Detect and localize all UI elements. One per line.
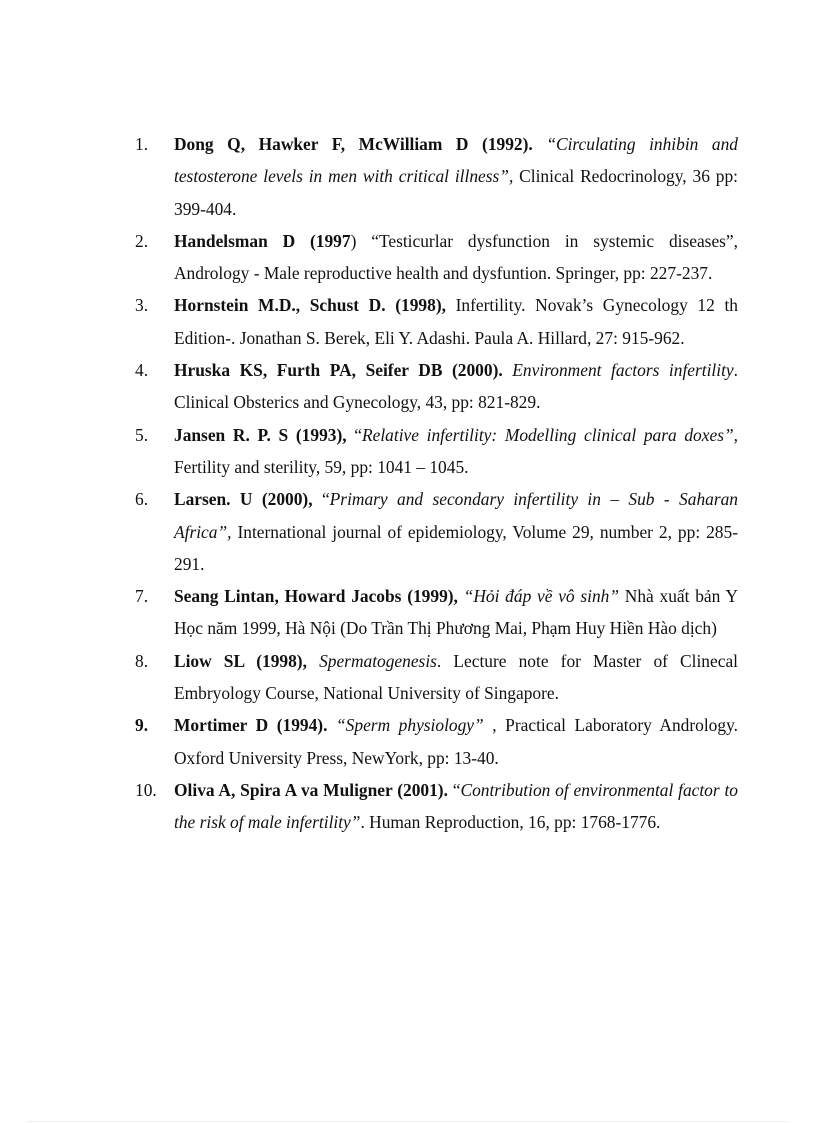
reference-item [135, 128, 738, 225]
reference-source: Nhà xuất bản Y Học năm 1999, Hà Nội (Do Trần Thị Phương Mai, Phạm Huy Hiền Hào dịch) [174, 586, 738, 639]
reference-item [135, 709, 738, 774]
reference-title: “Circulating inhibin and testosterone levels in men with critical illness” [174, 134, 738, 187]
reference-number: 8. [135, 650, 149, 671]
reference-item [135, 419, 738, 484]
reference-number: 3. [135, 295, 149, 316]
reference-item [135, 225, 738, 290]
reference-item [135, 354, 738, 419]
reference-authors: Liow SL (1998), [174, 650, 307, 671]
reference-source: . Clinical Obsterics and Gynecology, 43, pp: 821-829. [174, 360, 739, 413]
reference-source: . Lecture note for Master of Clinecal Embryology Course, National University of Singapore. [174, 650, 738, 704]
reference-authors: Mortimer D (1994). [174, 715, 328, 736]
reference-authors: Handelsman D (1997 [174, 230, 351, 251]
reference-text: “ [312, 489, 330, 510]
reference-text: Infertility. Novak’s Gynecology 12 th Edition-. Jonathan S. Berek, Eli Y. Adashi. Paula A. Hillard, 27: 915-962. [174, 295, 739, 348]
reference-title: Contribution of environmental factor to the risk of male infertility” [174, 779, 738, 833]
reference-title: “Sperm physiology” [336, 715, 484, 736]
reference-item [135, 774, 738, 839]
reference-text: “ [346, 424, 362, 445]
reference-text [533, 134, 547, 154]
reference-number: 7. [135, 586, 149, 607]
reference-title: Environment factors infertility [512, 360, 734, 381]
reference-text [327, 715, 336, 735]
reference-title: Spermatogenesis [319, 650, 437, 671]
reference-item [135, 645, 738, 710]
reference-item [135, 289, 738, 354]
reference-text: ) “Testicurlar dysfunction in systemic diseases”, Andrology - Male reproductive health and dysfuntion. Springer, pp: 227-237. [174, 230, 738, 284]
reference-title: “Hỏi đáp về vô sinh” [463, 586, 620, 607]
reference-item [135, 483, 738, 580]
reference-source: , Fertility and sterility, 59, pp: 1041 – 1045. [174, 424, 738, 477]
reference-authors: Jansen R. P. S (1993), [174, 424, 347, 445]
reference-number: 10. [135, 779, 157, 800]
page-bottom-divider [28, 1121, 788, 1122]
reference-text [307, 651, 319, 671]
reference-source: . Human Reproduction, 16, pp: 1768-1776. [360, 812, 661, 833]
reference-list [135, 128, 738, 839]
reference-authors: Hornstein M.D., Schust D. (1998), [174, 295, 446, 316]
reference-authors: Seang Lintan, Howard Jacobs (1999), [174, 586, 458, 607]
reference-source: , Practical Laboratory Andrology. Oxford University Press, NewYork, pp: 13-40. [174, 715, 738, 768]
reference-text [503, 360, 513, 380]
reference-item [135, 580, 738, 645]
reference-number: 2. [135, 230, 149, 251]
reference-source: , Clinical Redocrinology, 36 pp: 399-404. [174, 166, 738, 219]
reference-title: Relative infertility: Modelling clinical para doxes” [362, 424, 734, 445]
reference-number: 5. [135, 424, 149, 445]
reference-authors: Dong Q, Hawker F, McWilliam D (1992). [174, 134, 533, 154]
reference-number: 6. [135, 489, 149, 510]
reference-number: 9. [135, 715, 149, 736]
reference-authors: Hruska KS, Furth PA, Seifer DB (2000). [174, 360, 503, 381]
reference-authors: Larsen. U (2000), [174, 489, 313, 510]
reference-number: 4. [135, 360, 149, 381]
reference-authors: Oliva A, Spira A va Muligner (2001). [174, 779, 448, 800]
reference-text: “ [447, 779, 461, 800]
reference-source: International journal of epidemiology, Volume 29, number 2, pp: 285-291. [174, 521, 738, 574]
reference-title: Primary and secondary infertility in – Sub - Saharan Africa”, [174, 489, 738, 542]
reference-number: 1. [135, 134, 149, 154]
